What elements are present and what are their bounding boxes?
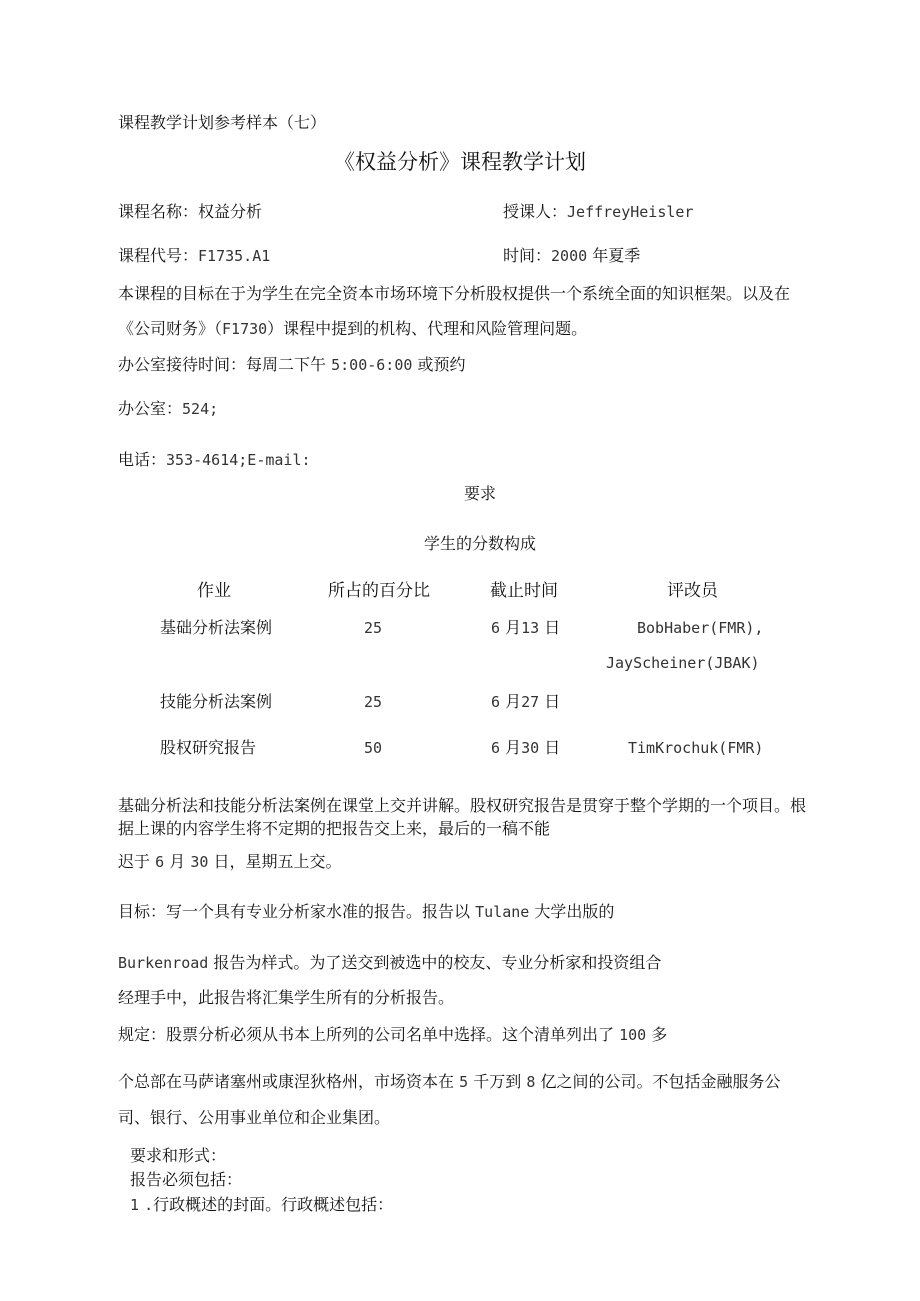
goal-university: Tulane — [475, 903, 530, 921]
rule-line-1 — [118, 1024, 667, 1046]
objective-prefix: 《公司财务》（ — [118, 319, 223, 338]
instructor-label: 授课人： — [503, 202, 568, 221]
time-label: 时间： — [503, 246, 552, 265]
table-row-1-percent: 25 — [364, 619, 383, 637]
rule2-middle: 千万到 — [473, 1072, 522, 1091]
burkenroad-line-2: 经理手中，此报告将汇集学生所有的分析报告。 — [118, 988, 455, 1007]
course-code-row — [118, 245, 270, 267]
deadline-day: 30 — [190, 853, 209, 871]
phone-value: 353-4614;E-mail: — [166, 451, 311, 469]
table-row-1-grader-2: JayScheiner(JBAK) — [606, 654, 760, 672]
objective-suffix: ）课程中提到的机构、代理和风险管理问题。 — [267, 319, 588, 338]
due-month: 6 — [491, 619, 501, 637]
due-day-unit: 日 — [544, 738, 561, 757]
time-season: 年夏季 — [592, 246, 641, 265]
table-row-2-due — [491, 691, 560, 713]
due-month-unit: 月 — [505, 738, 522, 757]
due-month-unit: 月 — [505, 692, 522, 711]
list-item-number: 1 — [130, 1196, 140, 1214]
table-row-1-due — [491, 617, 560, 639]
table-row-3-due — [491, 737, 560, 759]
list-item-text: 行政概述的封面。行政概述包括： — [153, 1195, 394, 1214]
office-hours-suffix: 或预约 — [417, 355, 466, 374]
course-code-value: F1735.A1 — [198, 247, 271, 265]
time-row — [503, 245, 640, 267]
grade-heading: 学生的分数构成 — [423, 534, 536, 553]
objective-line-1: 本课程的目标在于为学生在完全资本市场环境下分析股权提供一个系统全面的知识框架。以及在 — [118, 284, 791, 303]
table-row-1-grader-1: BobHaber(FMR), — [637, 619, 764, 637]
due-day: 27 — [521, 693, 540, 711]
time-year: 2000 — [551, 247, 588, 265]
table-header-due: 截止时间 — [490, 581, 558, 601]
document-title: 《权益分析》课程教学计划 — [334, 150, 586, 174]
table-header-percent: 所占的百分比 — [328, 581, 430, 601]
table-row-2-percent: 25 — [364, 693, 383, 711]
goal-line — [118, 901, 614, 923]
rule2-suffix: 亿之间的公司。不包括金融服务公 — [540, 1072, 781, 1091]
requirements-heading: 要求 — [463, 484, 496, 503]
due-day: 13 — [521, 619, 540, 637]
table-row-3-task: 股权研究报告 — [160, 738, 257, 757]
list-item-dot: . — [144, 1196, 154, 1214]
rule-line-3: 司、银行、公用事业单位和企业集团。 — [118, 1108, 391, 1127]
due-month: 6 — [491, 693, 501, 711]
course-name-label: 课程名称： — [118, 202, 199, 221]
office-hours-row — [118, 354, 466, 376]
due-month-unit: 月 — [505, 618, 522, 637]
phone-row — [118, 449, 311, 471]
paragraph-1-line-2: 据上课的内容学生将不定期的把报告交上来，最后的一稿不能 — [118, 819, 551, 838]
goal-suffix: 大学出版的 — [534, 902, 615, 921]
deadline-line — [118, 851, 342, 873]
deadline-month: 6 — [155, 853, 165, 871]
deadline-month-unit: 月 — [169, 852, 186, 871]
deadline-prefix: 迟于 — [118, 852, 151, 871]
due-month: 6 — [491, 739, 501, 757]
table-row-1-task: 基础分析法案例 — [160, 618, 273, 637]
goal-prefix: 目标：写一个具有专业分析家水准的报告。报告以 — [118, 902, 471, 921]
sample-label: 课程教学计划参考样本（七） — [118, 113, 327, 132]
table-row-3-percent: 50 — [364, 739, 383, 757]
due-day: 30 — [521, 739, 540, 757]
office-label: 办公室： — [118, 399, 183, 418]
rule-line-2 — [118, 1071, 780, 1093]
due-day-unit: 日 — [544, 618, 561, 637]
table-row-2-task: 技能分析法案例 — [160, 692, 273, 711]
course-code-label: 课程代号： — [118, 246, 199, 265]
course-name-row — [118, 201, 262, 223]
rule2-prefix: 个总部在马萨诸塞州或康涅狄格州，市场资本在 — [118, 1072, 455, 1091]
rule2-number-2: 8 — [526, 1073, 536, 1091]
office-hours-time: 5:00-6:00 — [331, 356, 413, 374]
format-intro: 报告必须包括： — [130, 1170, 243, 1189]
rule-count: 100 — [619, 1026, 647, 1044]
instructor-value: JeffreyHeisler — [567, 203, 694, 221]
instructor-row — [503, 201, 693, 223]
burkenroad-line — [118, 952, 661, 974]
course-name-value: 权益分析 — [198, 202, 263, 221]
deadline-suffix: 日，星期五上交。 — [213, 852, 342, 871]
list-item-1 — [130, 1194, 393, 1216]
phone-label: 电话： — [118, 450, 167, 469]
office-hours-label: 办公室接待时间：每周二下午 — [118, 355, 327, 374]
burkenroad-text: 报告为样式。为了送交到被选中的校友、专业分析家和投资组合 — [213, 953, 662, 972]
burkenroad-name: Burkenroad — [118, 954, 209, 972]
rule-suffix: 多 — [651, 1025, 668, 1044]
rule2-number-1: 5 — [459, 1073, 469, 1091]
table-header-grader: 评改员 — [667, 581, 718, 601]
rule-prefix: 规定：股票分析必须从书本上所列的公司名单中选择。这个清单列出了 — [118, 1025, 615, 1044]
paragraph-1-line-1: 基础分析法和技能分析法案例在课堂上交并讲解。股权研究报告是贯穿于整个学期的一个项目。根 — [118, 796, 807, 815]
objective-line-2 — [118, 318, 587, 340]
objective-course-code: F1730 — [222, 320, 268, 338]
due-day-unit: 日 — [544, 692, 561, 711]
table-row-3-grader-1: TimKrochuk(FMR) — [628, 739, 764, 757]
office-row — [118, 398, 218, 420]
format-heading: 要求和形式： — [130, 1146, 227, 1165]
office-value: 524; — [182, 400, 219, 418]
table-header-task: 作业 — [197, 581, 231, 601]
